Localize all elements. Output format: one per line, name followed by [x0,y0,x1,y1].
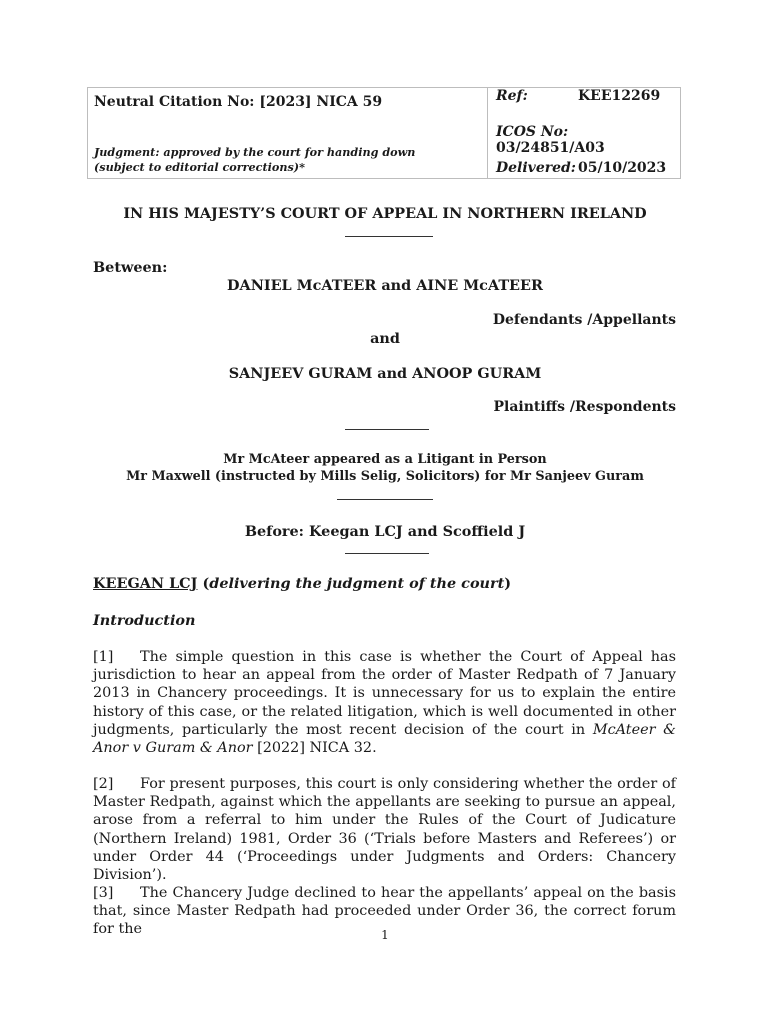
appellants-names: DANIEL McATEER and AINE McATEER [227,277,543,294]
neutral-citation: Neutral Citation No: [2023] NICA 59 [94,94,383,110]
appellants-role: Defendants /Appellants [492,312,676,328]
paragraph-text: The Chancery Judge declined to hear the appellants’ appeal on the basis that, since Master Redpath had proceeded under Order 36, the correct forum for the [93,885,676,938]
parties-rule [345,429,429,430]
delivering-note: delivering the judgment of the court [209,575,505,592]
judgment-note-line1: Judgment: approved by the court for handing down [94,145,416,159]
delivered-value: 05/10/2023 [578,160,667,176]
court-title: IN HIS MAJESTY’S COURT OF APPEAL IN NORTHERN IRELAND [123,205,647,222]
judge-heading [93,575,511,592]
and-separator: and [370,330,400,347]
judge-name: KEEGAN LCJ [93,575,198,592]
icos-row [496,124,680,156]
ref-row [496,88,660,104]
paragraph-1 [93,648,676,757]
delivered-label: Delivered: [496,160,576,176]
ref-value: KEE12269 [578,88,661,104]
icos-label: ICOS No: [496,124,569,140]
paragraph-number: [2] [93,776,114,792]
judge-heading-open: ( [202,575,210,592]
paragraph-number: [1] [93,649,114,665]
before-rule [345,553,429,554]
citation-box-divider [487,88,488,178]
case-citation-ref: [2022] NICA 32. [257,740,377,757]
paragraph-text: The simple question in this case is whether the Court of Appeal has jurisdiction to hear an appeal from the order of Master Redpath of 7 January 2013 in Chancery proceedings. It is unnecessary for us to explain the entire history of this case, or the related litigation, which is well documented in other judgments, particularly the most recent decision of the court in [93,649,676,738]
delivered-row [496,160,666,176]
court-title-rule [345,236,433,237]
judgment-note-line2: (subject to editorial corrections)* [94,160,305,174]
between-label: Between: [93,259,168,276]
judgment-approval-note [94,145,434,175]
case-citation-name: McAteer & Anor v Guram & Anor [93,721,676,757]
judge-heading-close: ) [504,575,512,592]
paragraph-2 [93,775,676,884]
page-number: 1 [381,928,389,942]
citation-box [87,87,681,179]
paragraph-number: [3] [93,885,114,901]
icos-value: 03/24851/A03 [496,140,605,156]
appearance-line2: Mr Maxwell (instructed by Mills Selig, Solicitors) for Mr Sanjeev Guram [126,469,644,484]
appearance-line1: Mr McAteer appeared as a Litigant in Person [223,452,547,467]
respondents-names: SANJEEV GURAM and ANOOP GURAM [228,365,542,382]
appearances-rule [337,499,433,500]
respondents-role: Plaintiffs /Respondents [493,399,676,415]
ref-label: Ref: [496,88,528,104]
section-heading-introduction: Introduction [93,612,196,629]
paragraph-text: For present purposes, this court is only considering whether the order of Master Redpath, against which the appellants are seeking to pursue an appeal, arose from a referral to him under the Rules of the Court of Judicature (Northern Ireland) 1981, Order 36 (‘Trials before Masters and Referees’) or under Order 44 (‘Proceedings under Judgments and Orders: Chancery Division’). [93,776,676,884]
before-line: Before: Keegan LCJ and Scoffield J [244,523,526,540]
